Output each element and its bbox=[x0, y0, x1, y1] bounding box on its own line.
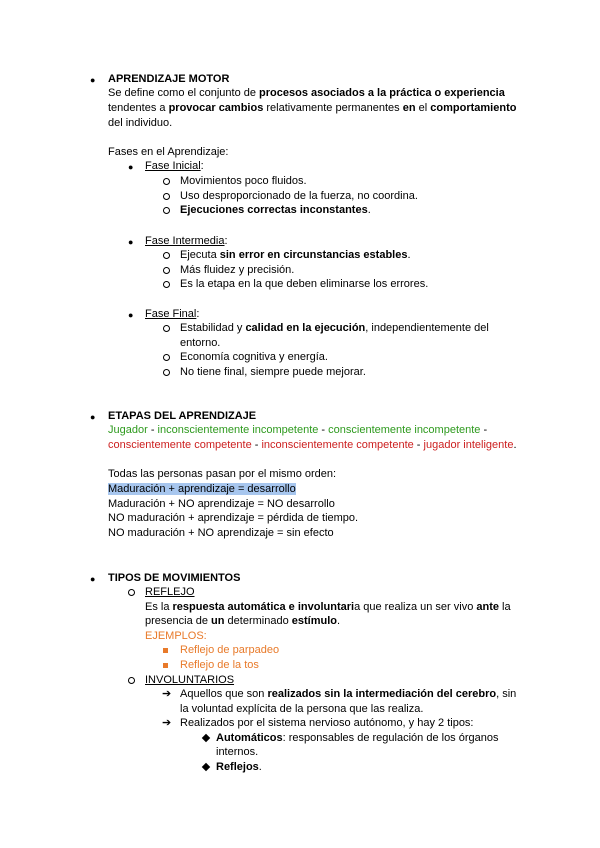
section-title-aprendizaje-motor: APRENDIZAJE MOTOR bbox=[108, 73, 230, 85]
definition-line: Se define como el conjunto de procesos asociados a la práctica o experiencia bbox=[108, 87, 505, 99]
square-bullet-icon bbox=[163, 663, 168, 668]
circle-bullet-icon bbox=[163, 252, 170, 259]
order-line: Maduración + NO aprendizaje = NO desarrollo bbox=[108, 498, 335, 510]
order-line: NO maduración + NO aprendizaje = sin efecto bbox=[108, 527, 334, 539]
phase-heading: Fase Final: bbox=[145, 308, 200, 320]
list-item: Ejecuta sin error en circunstancias estables. bbox=[180, 249, 411, 261]
diamond-bullet-icon bbox=[202, 734, 210, 742]
list-item: Estabilidad y calidad en la ejecución, independientemente del bbox=[180, 322, 489, 334]
bullet-dot: ● bbox=[128, 162, 134, 172]
list-item: Economía cognitiva y energía. bbox=[180, 351, 328, 363]
list-item-continuation: entorno. bbox=[180, 337, 221, 349]
tipo-item: Automáticos: responsables de regulación de los órganos bbox=[216, 732, 499, 744]
list-item: Ejecuciones correctas inconstantes. bbox=[180, 204, 371, 216]
involuntarios-item: Realizados por el sistema nervioso autónomo, y hay 2 tipos: bbox=[180, 717, 474, 729]
stages-line: Jugador - inconscientemente incompetente - conscientemente incompetente - bbox=[108, 424, 488, 436]
tipo-item-continuation: internos. bbox=[216, 746, 259, 758]
arrow-bullet-icon: ➔ bbox=[162, 688, 172, 700]
reflejo-definition: presencia de un determinado estímulo. bbox=[145, 615, 341, 627]
example-item: Reflejo de la tos bbox=[180, 659, 259, 671]
examples-label: EJEMPLOS: bbox=[145, 630, 207, 642]
tipo-item: Reflejos. bbox=[216, 761, 262, 773]
example-item: Reflejo de parpadeo bbox=[180, 644, 280, 656]
order-intro: Todas las personas pasan por el mismo orden: bbox=[108, 468, 337, 480]
list-item: Más fluidez y precisión. bbox=[180, 264, 295, 276]
circle-bullet-icon bbox=[163, 178, 170, 185]
circle-bullet-icon bbox=[128, 589, 135, 596]
circle-bullet-icon bbox=[163, 207, 170, 214]
bullet-dot: ● bbox=[90, 412, 96, 422]
subsection-involuntarios: INVOLUNTARIOS bbox=[145, 674, 235, 686]
bullet-dot: ● bbox=[90, 574, 96, 584]
bullet-dot: ● bbox=[128, 310, 134, 320]
section-title-etapas: ETAPAS DEL APRENDIZAJE bbox=[108, 410, 257, 422]
reflejo-definition: Es la respuesta automática e involuntaria que realiza un ser vivo ante la bbox=[145, 601, 511, 613]
circle-bullet-icon bbox=[163, 325, 170, 332]
list-item: Movimientos poco fluidos. bbox=[180, 175, 307, 187]
involuntarios-item-continuation: la voluntad explícita de la persona que las realiza. bbox=[180, 703, 424, 715]
list-item: Uso desproporcionado de la fuerza, no coordina. bbox=[180, 190, 418, 202]
section-title-tipos: TIPOS DE MOVIMIENTOS bbox=[108, 572, 241, 584]
definition-line: tendentes a provocar cambios relativamente permanentes en el comportamiento bbox=[108, 102, 517, 114]
order-line: NO maduración + aprendizaje = pérdida de tiempo. bbox=[108, 512, 359, 524]
phase-heading: Fase Intermedia: bbox=[145, 235, 228, 247]
circle-bullet-icon bbox=[163, 354, 170, 361]
subsection-reflejo: REFLEJO bbox=[145, 586, 195, 598]
phases-intro: Fases en el Aprendizaje: bbox=[108, 146, 229, 158]
square-bullet-icon bbox=[163, 648, 168, 653]
circle-bullet-icon bbox=[163, 281, 170, 288]
circle-bullet-icon bbox=[163, 369, 170, 376]
arrow-bullet-icon: ➔ bbox=[162, 717, 172, 729]
list-item: Es la etapa en la que deben eliminarse los errores. bbox=[180, 278, 429, 290]
order-line-highlighted: Maduración + aprendizaje = desarrollo bbox=[108, 483, 296, 495]
circle-bullet-icon bbox=[163, 267, 170, 274]
definition-line: del individuo. bbox=[108, 117, 173, 129]
list-item: No tiene final, siempre puede mejorar. bbox=[180, 366, 366, 378]
bullet-dot: ● bbox=[128, 237, 134, 247]
stages-line: conscientemente competente - inconscientemente competente - jugador inteligente. bbox=[108, 439, 517, 451]
circle-bullet-icon bbox=[128, 677, 135, 684]
bullet-dot: ● bbox=[90, 75, 96, 85]
phase-heading: Fase Inicial: bbox=[145, 160, 204, 172]
circle-bullet-icon bbox=[163, 193, 170, 200]
involuntarios-item: Aquellos que son realizados sin la intermediación del cerebro, sin bbox=[180, 688, 517, 700]
diamond-bullet-icon bbox=[202, 763, 210, 771]
